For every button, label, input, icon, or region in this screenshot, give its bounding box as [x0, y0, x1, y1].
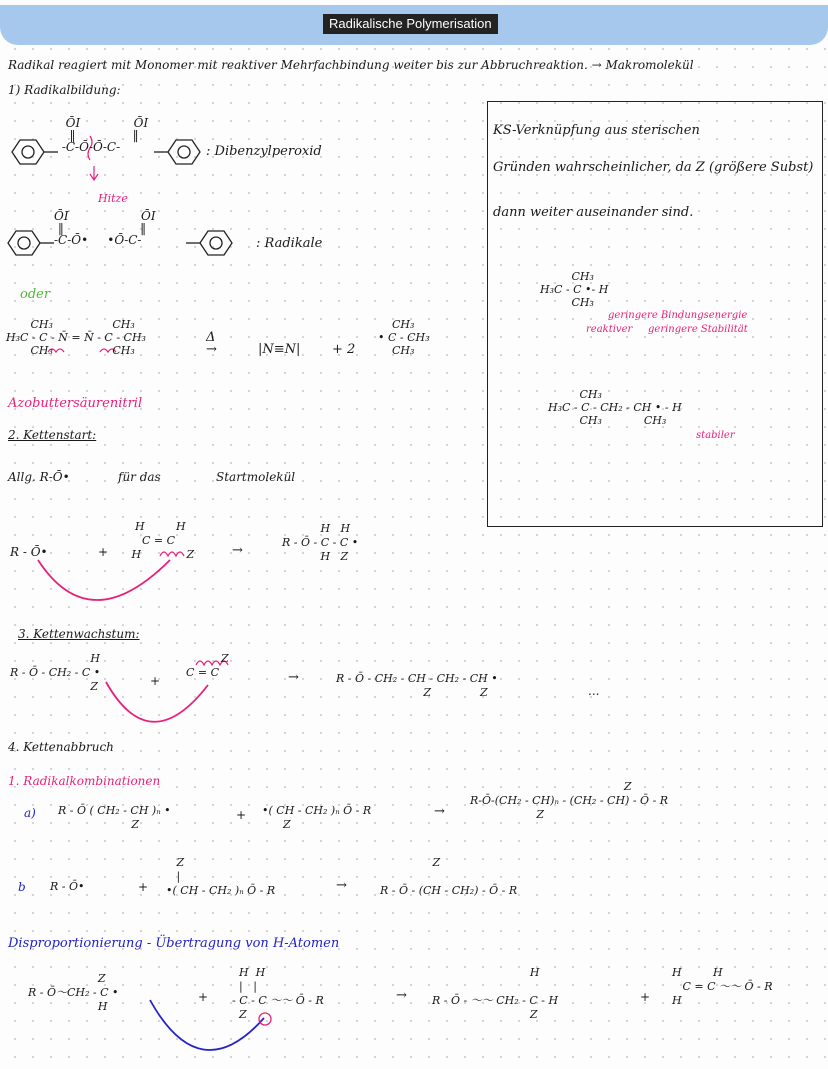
- section-1-heading: 1) Radikalbildung:: [8, 83, 121, 97]
- plus-sign-5: +: [198, 990, 209, 1004]
- fuer-label: für das: [118, 470, 161, 484]
- box-note-3: geringere Stabilität: [648, 324, 748, 335]
- box-note-1: geringere Bindungsenergie: [608, 310, 748, 321]
- recomb-b-product: Z R - Ō - (CH - CH₂) - Ō - R: [380, 856, 518, 897]
- recomb-b-1: R - Ō•: [50, 880, 85, 893]
- oder-label: oder: [20, 287, 51, 302]
- radical-product: CH₃ • C - CH₃ CH₃: [378, 318, 430, 357]
- plus-sign: +: [98, 545, 109, 559]
- growth-product: R - Ō - CH₂ - CH - CH₂ - CH • Z Z: [336, 672, 498, 699]
- dispro-product-1: H R - Ō - 〜〜 CH₂ - C - H Z: [432, 966, 559, 1021]
- benzene-ring-1: [12, 140, 58, 164]
- peroxide-formula: ŌI ŌI ‖ ‖ -C-Ō-Ō-C-: [58, 116, 149, 154]
- plus-two: + 2: [332, 342, 356, 357]
- page-title: Radikalische Polymerisation: [323, 14, 498, 34]
- benzene-ring-3: [8, 231, 54, 255]
- box-note-2: reaktiver: [586, 324, 633, 335]
- nitrogen-product: |N≡N|: [258, 342, 301, 357]
- box-structure-2: CH₃ H₃C - C - CH₂ - CH • - H CH₃ CH₃: [548, 388, 682, 427]
- start-arc: [38, 560, 170, 600]
- arrow-4: →: [336, 878, 347, 893]
- allg-label: Allg. R-Ō•: [8, 470, 70, 484]
- section-4-heading: 4. Kettenabbruch: [8, 740, 114, 754]
- growth-reactant: H R - Ō - CH₂ - C • Z: [10, 652, 101, 693]
- start-product: H H R - Ō - C - C • H Z: [282, 522, 359, 563]
- box-line-3: dann weiter auseinander sind.: [493, 205, 694, 220]
- dispro-reactant-1: Z R - Ō〜CH₂ - C • H: [28, 972, 119, 1013]
- plus-sign-6: +: [640, 990, 651, 1004]
- delta-arrow: Δ →: [206, 330, 217, 357]
- recombination-heading: 1. Radikalkombinationen: [8, 774, 161, 788]
- startmolekuel-label: Startmolekül: [216, 470, 296, 484]
- dibenzoyl-label: : Dibenzylperoxid: [206, 144, 322, 159]
- box-line-1: KS-Verknüpfung aus sterischen: [493, 123, 700, 138]
- azo-name: Azobuttersäurenitril: [8, 396, 143, 411]
- case-a: a): [24, 806, 36, 820]
- dispro-reactant-2: H H | | - C - C 〜〜 Ō - R Z: [232, 966, 324, 1021]
- azo-formula: CH₃ CH₃ H₃C - C - N̄ = N̄ - C - CH₃ CH₃ CH₃: [6, 318, 146, 357]
- plus-sign-3: +: [236, 808, 247, 822]
- intro-line: Radikal reagiert mit Monomer mit reaktiver Mehrfachbindung weiter bis zur Abbruchreaktion. → Makromolekül: [8, 58, 694, 72]
- benzene-ring-2: [154, 140, 200, 164]
- hitze-label: Hitze: [98, 192, 128, 205]
- monomer-formula: H H C = C H Z: [128, 520, 195, 561]
- radikale-label: : Radikale: [256, 236, 323, 251]
- arrow-1: →: [232, 543, 243, 558]
- box-structure-1: CH₃ H₃C - C •- H CH₃: [540, 270, 609, 309]
- growth-monomer: Z C = C: [186, 652, 229, 679]
- case-b: b: [18, 880, 26, 894]
- arrow-3: →: [434, 804, 445, 819]
- plus-sign-4: +: [138, 880, 149, 894]
- disproportionation-heading: Disproportionierung - Übertragung von H-Atomen: [8, 936, 340, 951]
- recomb-a-2: •( CH - CH₂ )ₙ Ō - R Z: [262, 804, 372, 831]
- start-radical: R - Ō•: [10, 545, 48, 559]
- section-3-heading: 3. Kettenwachstum:: [18, 627, 140, 641]
- benzene-ring-4: [186, 231, 232, 255]
- section-2-heading: 2. Kettenstart:: [8, 428, 97, 442]
- box-line-2: Gründen wahrscheinlicher, da Z (größere Subst): [493, 160, 814, 175]
- recomb-a-product: Z R-Ō-(CH₂ - CH)ₙ - (CH₂ - CH) - Ō - R Z: [470, 780, 669, 821]
- radicals-formula: ŌI ŌI ‖ ‖ -C-Ō• •Ō-C-: [54, 209, 156, 247]
- recomb-b-2: Z | •( CH - CH₂ )ₙ Ō - R: [166, 856, 276, 897]
- arrow-5: →: [396, 988, 407, 1003]
- recomb-a-1: R - Ō ( CH₂ - CH )ₙ • Z: [58, 804, 171, 831]
- plus-sign-2: +: [150, 674, 161, 688]
- box-stabiler: stabiler: [696, 430, 735, 441]
- dispro-product-2: H H C = C 〜〜 Ō - R H: [672, 966, 773, 1007]
- arrow-2: →: [288, 670, 299, 685]
- continuation-dots: ...: [588, 684, 600, 698]
